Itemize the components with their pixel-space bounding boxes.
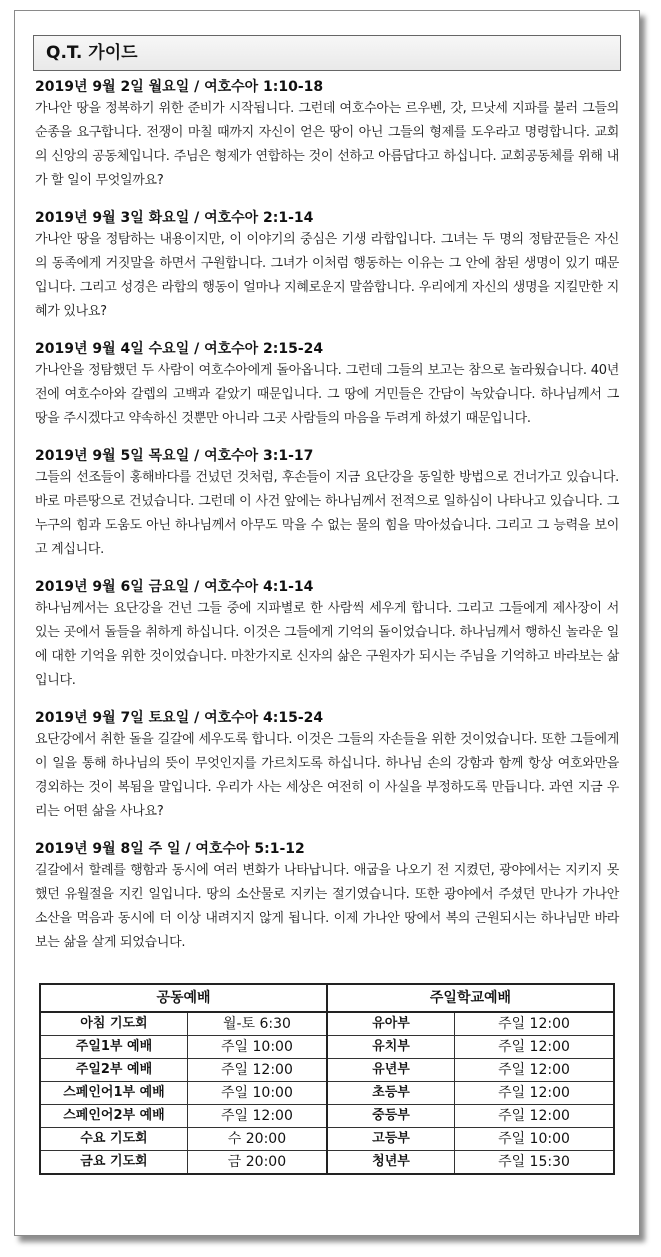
table-row — [40, 1059, 614, 1082]
schedule-dept-time: 주일 10:00 — [454, 1128, 614, 1151]
schedule-dept-name: 유아부 — [327, 1012, 455, 1036]
schedule-service-time: 금 20:00 — [187, 1151, 327, 1175]
table-row — [40, 1151, 614, 1175]
qt-entry-body: 요단강에서 취한 돌을 길갈에 세우도록 합니다. 이것은 그들의 자손들을 위한 것이었습니다. 또한 그들에게 이 일을 통해 하나님의 뜻이 무엇인지를 가르치도록 하십니다. 하나님 손의 강함과 함께 항상 여호와만을 경외하는 것이 복됨을 말입니다. 우리가 사는 세상은 여전히 이 사실을 부정하도록 만듭니다. 과연 지금 우리는 어떤 삶을 사나요? — [35, 732, 619, 819]
schedule-dept-name: 유치부 — [327, 1036, 455, 1059]
table-row — [40, 1128, 614, 1151]
schedule-service-name: 주일2부 예배 — [40, 1059, 187, 1082]
schedule-service-time: 주일 10:00 — [187, 1082, 327, 1105]
qt-entry-body: 가나안 땅을 정복하기 위한 준비가 시작됩니다. 그런데 여호수아는 르우벤, 갓, 므낫세 지파를 불러 그들의 순종을 요구합니다. 전쟁이 마칠 때까지 자신이 얻은 땅이 아닌 그들의 형제를 도우라고 명령합니다. 교회의 신앙의 공동체입니다. 주님은 형제가 연합하는 것이 선하고 아름답다고 하십니다. 교회공동체를 위해 내가 할 일이 무엇일까요? — [35, 101, 619, 188]
qt-entry — [35, 839, 619, 955]
schedule-header-left: 공동예배 — [40, 984, 327, 1012]
schedule-dept-time: 주일 12:00 — [454, 1082, 614, 1105]
table-row — [40, 1012, 614, 1036]
qt-entry-title: 2019년 9월 5일 목요일 / 여호수아 3:1-17 — [35, 448, 314, 464]
schedule-service-name: 금요 기도회 — [40, 1151, 187, 1175]
qt-entry-title: 2019년 9월 3일 화요일 / 여호수아 2:1-14 — [35, 210, 314, 226]
bulletin-page — [14, 10, 640, 1236]
schedule-dept-time: 주일 15:30 — [454, 1151, 614, 1175]
qt-entry — [35, 577, 619, 693]
schedule-service-name: 주일1부 예배 — [40, 1036, 187, 1059]
table-row — [40, 1082, 614, 1105]
qt-guide-header — [33, 35, 621, 71]
qt-entry — [35, 446, 619, 562]
qt-guide-title: Q.T. 가이드 — [46, 43, 138, 63]
qt-entry-title: 2019년 9월 4일 수요일 / 여호수아 2:15-24 — [35, 341, 324, 357]
qt-entry-title: 2019년 9월 2일 월요일 / 여호수아 1:10-18 — [35, 79, 324, 95]
qt-entry-body: 길갈에서 할례를 행함과 동시에 여러 변화가 나타납니다. 애굽을 나오기 전 지켰던, 광야에서는 지키지 못했던 유월절을 지킨 일입니다. 땅의 소산물로 지키는 절기였습니다. 또한 광야에서 주셨던 만나가 가나안 소산을 먹음과 동시에 더 이상 내려지지 않게 됩니다. 이제 가나안 땅에서 복의 근원되시는 하나님만 바라보는 삶을 살게 되었습니다. — [35, 863, 619, 950]
qt-entry — [35, 77, 619, 193]
schedule-service-name: 수요 기도회 — [40, 1128, 187, 1151]
schedule-service-time: 주일 10:00 — [187, 1036, 327, 1059]
schedule-dept-name: 초등부 — [327, 1082, 455, 1105]
schedule-service-time: 주일 12:00 — [187, 1059, 327, 1082]
qt-entry-title: 2019년 9월 8일 주 일 / 여호수아 5:1-12 — [35, 841, 305, 857]
qt-entry-body: 그들의 선조들이 홍해바다를 건넜던 것처럼, 후손들이 지금 요단강을 동일한 방법으로 건너가고 있습니다. 바로 마른땅으로 건넜습니다. 그런데 이 사건 앞에는 하나님께서 전적으로 일하심이 나타나고 있습니다. 그 누구의 힘과 도움도 아닌 하나님께서 아무도 막을 수 없는 물의 힘을 막아섰습니다. 그리고 그 능력을 보이고 계십니다. — [35, 470, 619, 557]
qt-entry-title: 2019년 9월 7일 토요일 / 여호수아 4:15-24 — [35, 710, 324, 726]
qt-entry — [35, 708, 619, 824]
schedule-dept-time: 주일 12:00 — [454, 1059, 614, 1082]
schedule-service-time: 주일 12:00 — [187, 1105, 327, 1128]
schedule-header-row — [40, 984, 614, 1012]
qt-entry — [35, 339, 619, 431]
schedule-service-name: 아침 기도회 — [40, 1012, 187, 1036]
schedule-service-time: 수 20:00 — [187, 1128, 327, 1151]
schedule-dept-time: 주일 12:00 — [454, 1036, 614, 1059]
schedule-dept-name: 고등부 — [327, 1128, 455, 1151]
qt-entries — [35, 77, 619, 970]
schedule-dept-time: 주일 12:00 — [454, 1012, 614, 1036]
qt-entry-body: 가나안 땅을 정탐하는 내용이지만, 이 이야기의 중심은 기생 라합입니다. 그녀는 두 명의 정탐꾼들은 자신의 동족에게 거짓말을 하면서 구원합니다. 그녀가 이처럼 행동하는 이유는 그 안에 참된 생명이 있기 때문입니다. 그리고 성경은 라합의 행동이 얼마나 지혜로운지 말씀합니다. 우리에게 자신의 생명을 지킬만한 지혜가 있나요? — [35, 232, 619, 319]
worship-schedule-table — [39, 983, 615, 1175]
schedule-dept-time: 주일 12:00 — [454, 1105, 614, 1128]
schedule-service-name: 스페인어1부 예배 — [40, 1082, 187, 1105]
schedule-service-name: 스페인어2부 예배 — [40, 1105, 187, 1128]
qt-entry — [35, 208, 619, 324]
schedule-dept-name: 중등부 — [327, 1105, 455, 1128]
schedule-dept-name: 청년부 — [327, 1151, 455, 1175]
qt-entry-body: 가나안을 정탐했던 두 사람이 여호수아에게 돌아옵니다. 그런데 그들의 보고는 참으로 놀라웠습니다. 40년 전에 여호수아와 갈렙의 고백과 같았기 때문입니다. 그 땅에 거민들은 간담이 녹았습니다. 하나님께서 그 땅을 주시겠다고 약속하신 것뿐만 아니라 그곳 사람들의 마음을 두려게 하셨기 때문입니다. — [35, 363, 619, 426]
table-row — [40, 1105, 614, 1128]
qt-entry-title: 2019년 9월 6일 금요일 / 여호수아 4:1-14 — [35, 579, 314, 595]
schedule-header-right: 주일학교예배 — [327, 984, 614, 1012]
schedule-dept-name: 유년부 — [327, 1059, 455, 1082]
schedule-service-time: 월-토 6:30 — [187, 1012, 327, 1036]
table-row — [40, 1036, 614, 1059]
qt-entry-body: 하나님께서는 요단강을 건넌 그들 중에 지파별로 한 사람씩 세우게 합니다. 그리고 그들에게 제사장이 서 있는 곳에서 돌들을 취하게 하십니다. 이것은 그들에게 기억의 돌이었습니다. 하나님께서 행하신 놀라운 일에 대한 기억을 위한 것이었습니다. 마찬가지로 신자의 삶은 구원자가 되시는 주님을 기억하고 바라보는 삶입니다. — [35, 601, 619, 688]
